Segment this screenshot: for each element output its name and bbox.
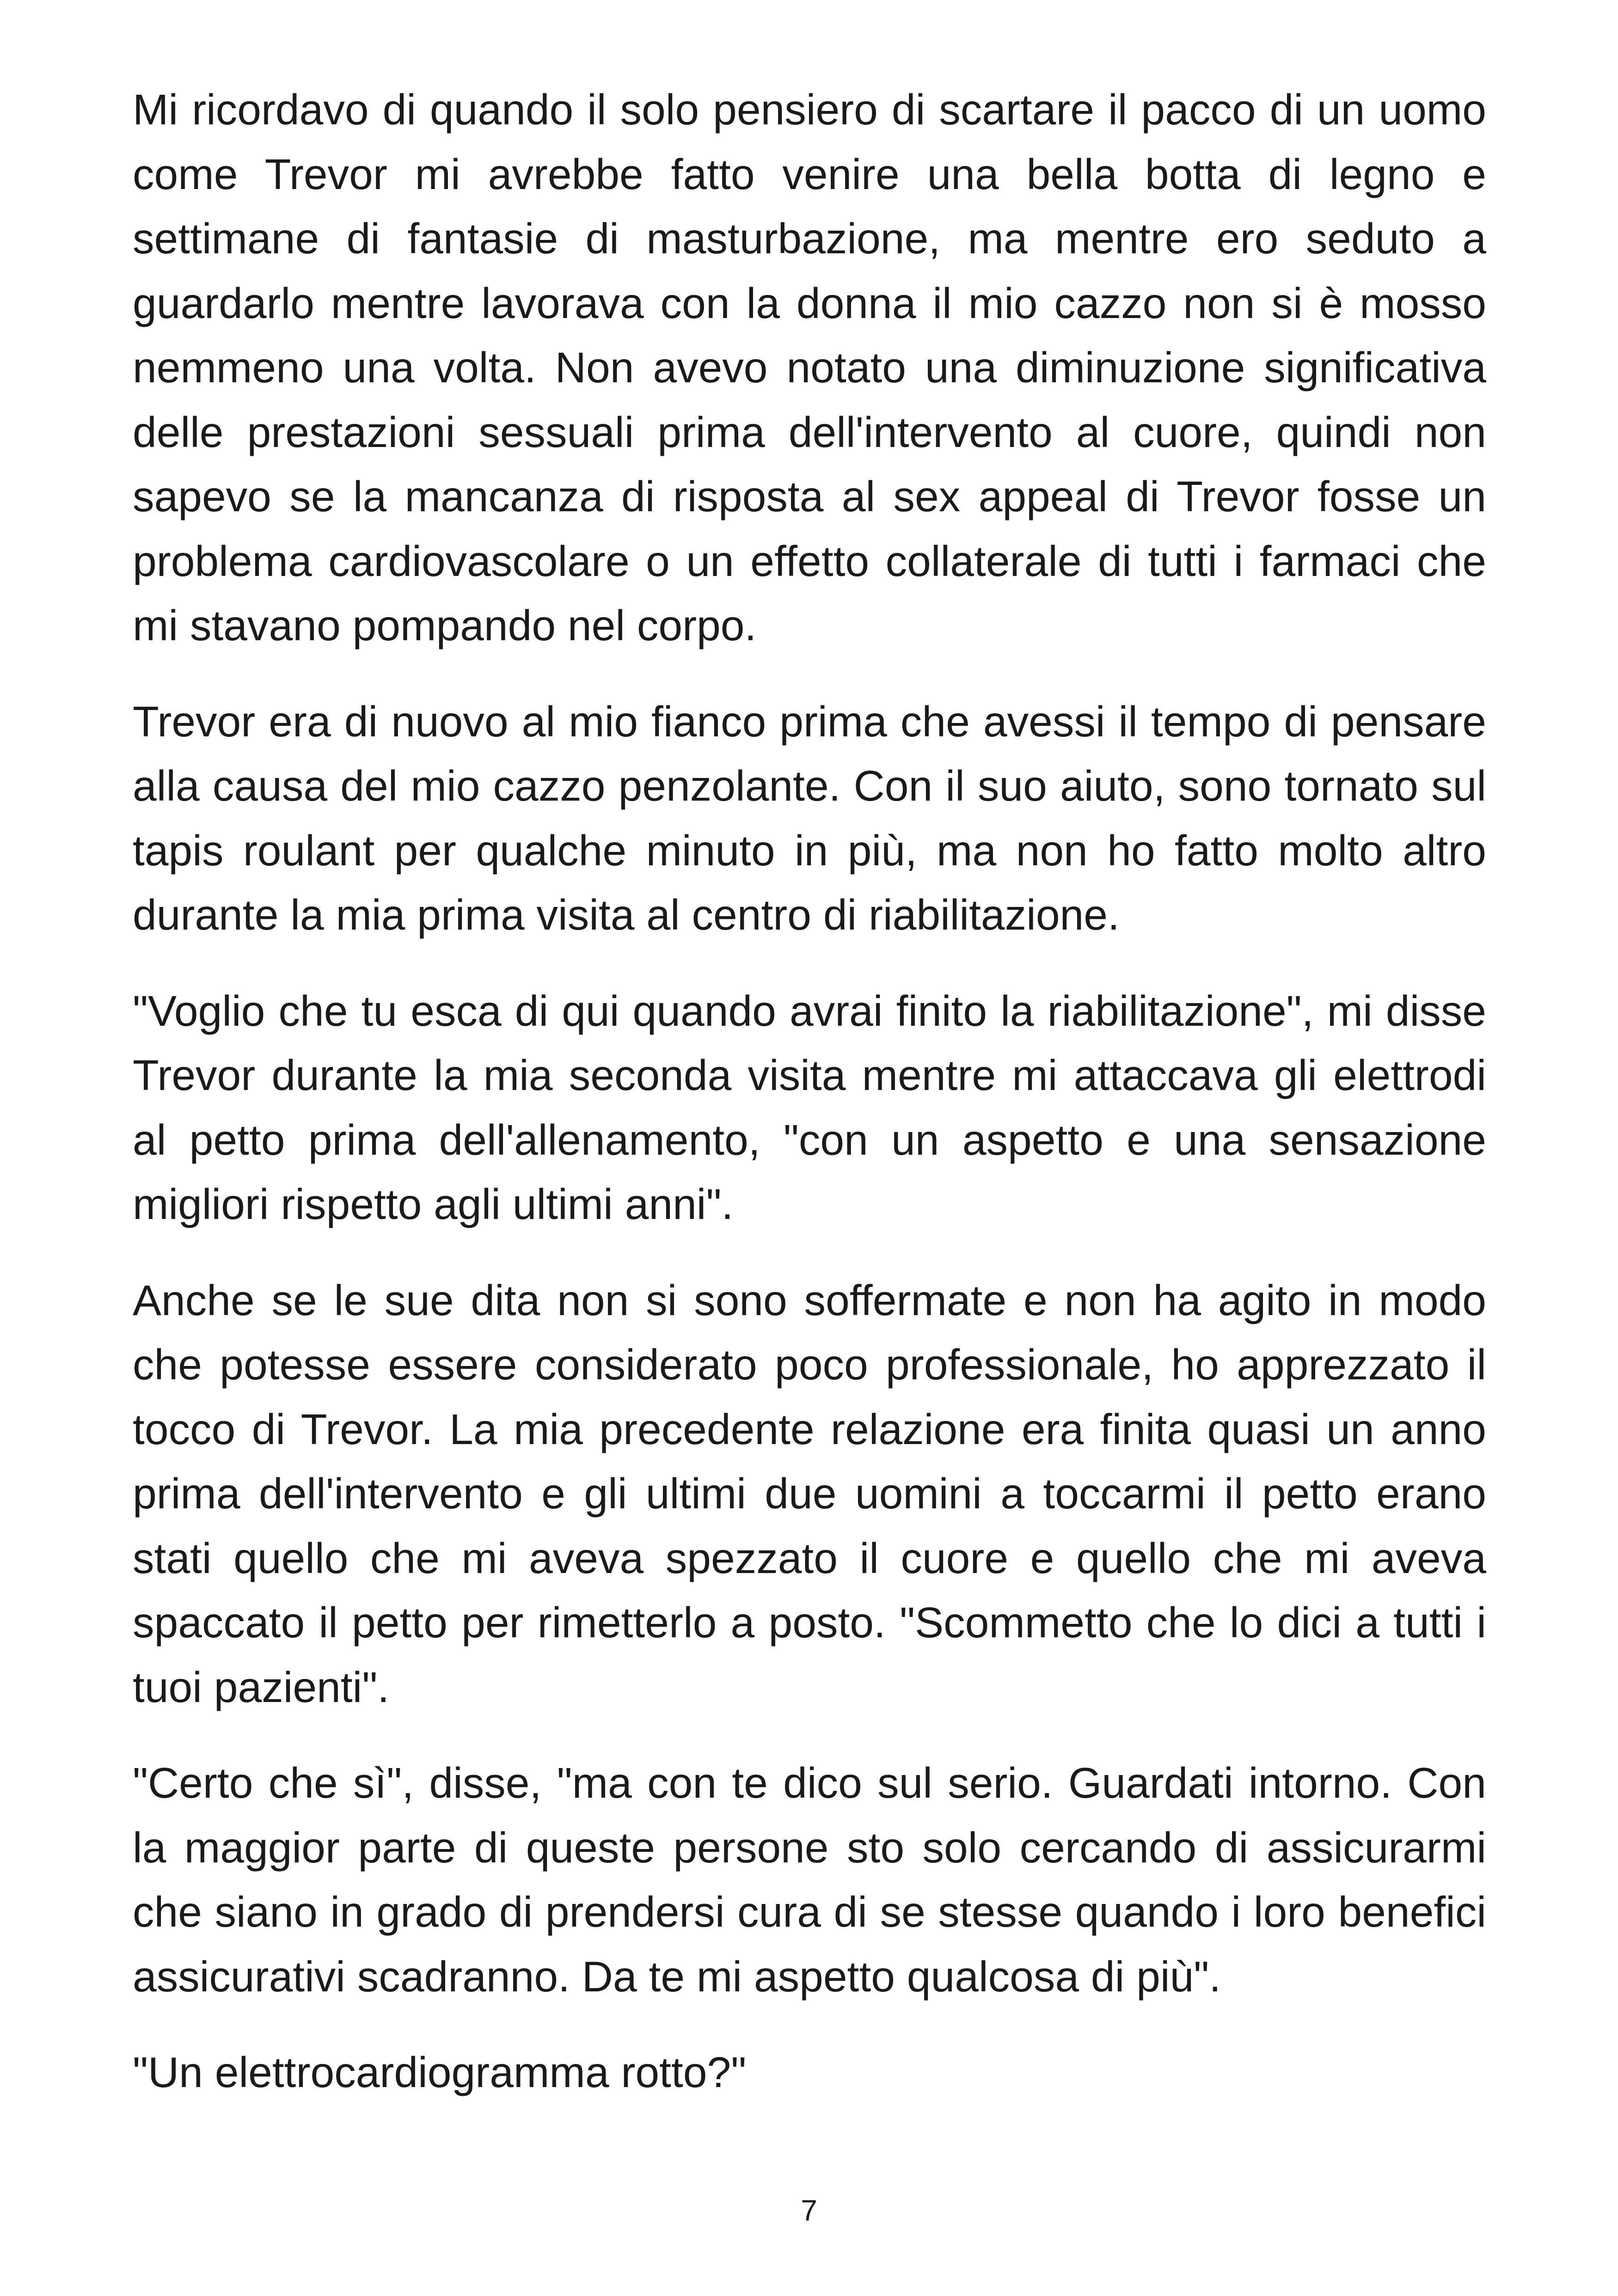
document-page (133, 78, 1486, 2137)
paragraph: Anche se le sue dita non si sono soffermate e non ha agito in modo che potesse essere considerato poco professionale, ho apprezzato il tocco di Trevor. La mia precedente relazione era finita quasi un anno prima dell'intervento e gli ultimi due uomini a toccarmi il petto erano stati quello che mi aveva spezzato il cuore e quello che mi aveva spaccato il petto per rimetterlo a posto. "Scommetto che lo dici a tutti i tuoi pazienti". (133, 1276, 1486, 1711)
paragraph: Mi ricordavo di quando il solo pensiero di scartare il pacco di un uomo come Trevor mi avrebbe fatto venire una bella botta di legno e settimane di fantasie di masturbazione, ma mentre ero seduto a guardarlo mentre lavorava con la donna il mio cazzo non si è mosso nemmeno una volta. Non avevo notato una diminuzione significativa delle prestazioni sessuali prima dell'intervento al cuore, quindi non sapevo se la mancanza di risposta al sex appeal di Trevor fosse un problema cardiovascolare o un effetto collaterale di tutti i farmaci che mi stavano pompando nel corpo. (133, 86, 1486, 649)
paragraph: "Certo che sì", disse, "ma con te dico sul serio. Guardati intorno. Con la maggior parte di queste persone sto solo cercando di assicurarmi che siano in grado di prendersi cura di se stesse quando i loro benefici assicurativi scadranno. Da te mi aspetto qualcosa di più". (133, 1759, 1486, 2001)
paragraph: "Voglio che tu esca di qui quando avrai finito la riabilitazione", mi disse Trevor durante la mia seconda visita mentre mi attaccava gli elettrodi al petto prima dell'allenamento, "con un aspetto e una sensazione migliori rispetto agli ultimi anni". (133, 986, 1486, 1228)
paragraph: "Un elettrocardiogramma rotto?" (133, 2048, 747, 2096)
page-number: 7 (801, 2194, 817, 2227)
paragraph: Trevor era di nuovo al mio fianco prima che avessi il tempo di pensare alla causa del mio cazzo penzolante. Con il suo aiuto, sono tornato sul tapis roulant per qualche minuto in più, ma non ho fatto molto altro durante la mia prima visita al centro di riabilitazione. (133, 697, 1486, 939)
